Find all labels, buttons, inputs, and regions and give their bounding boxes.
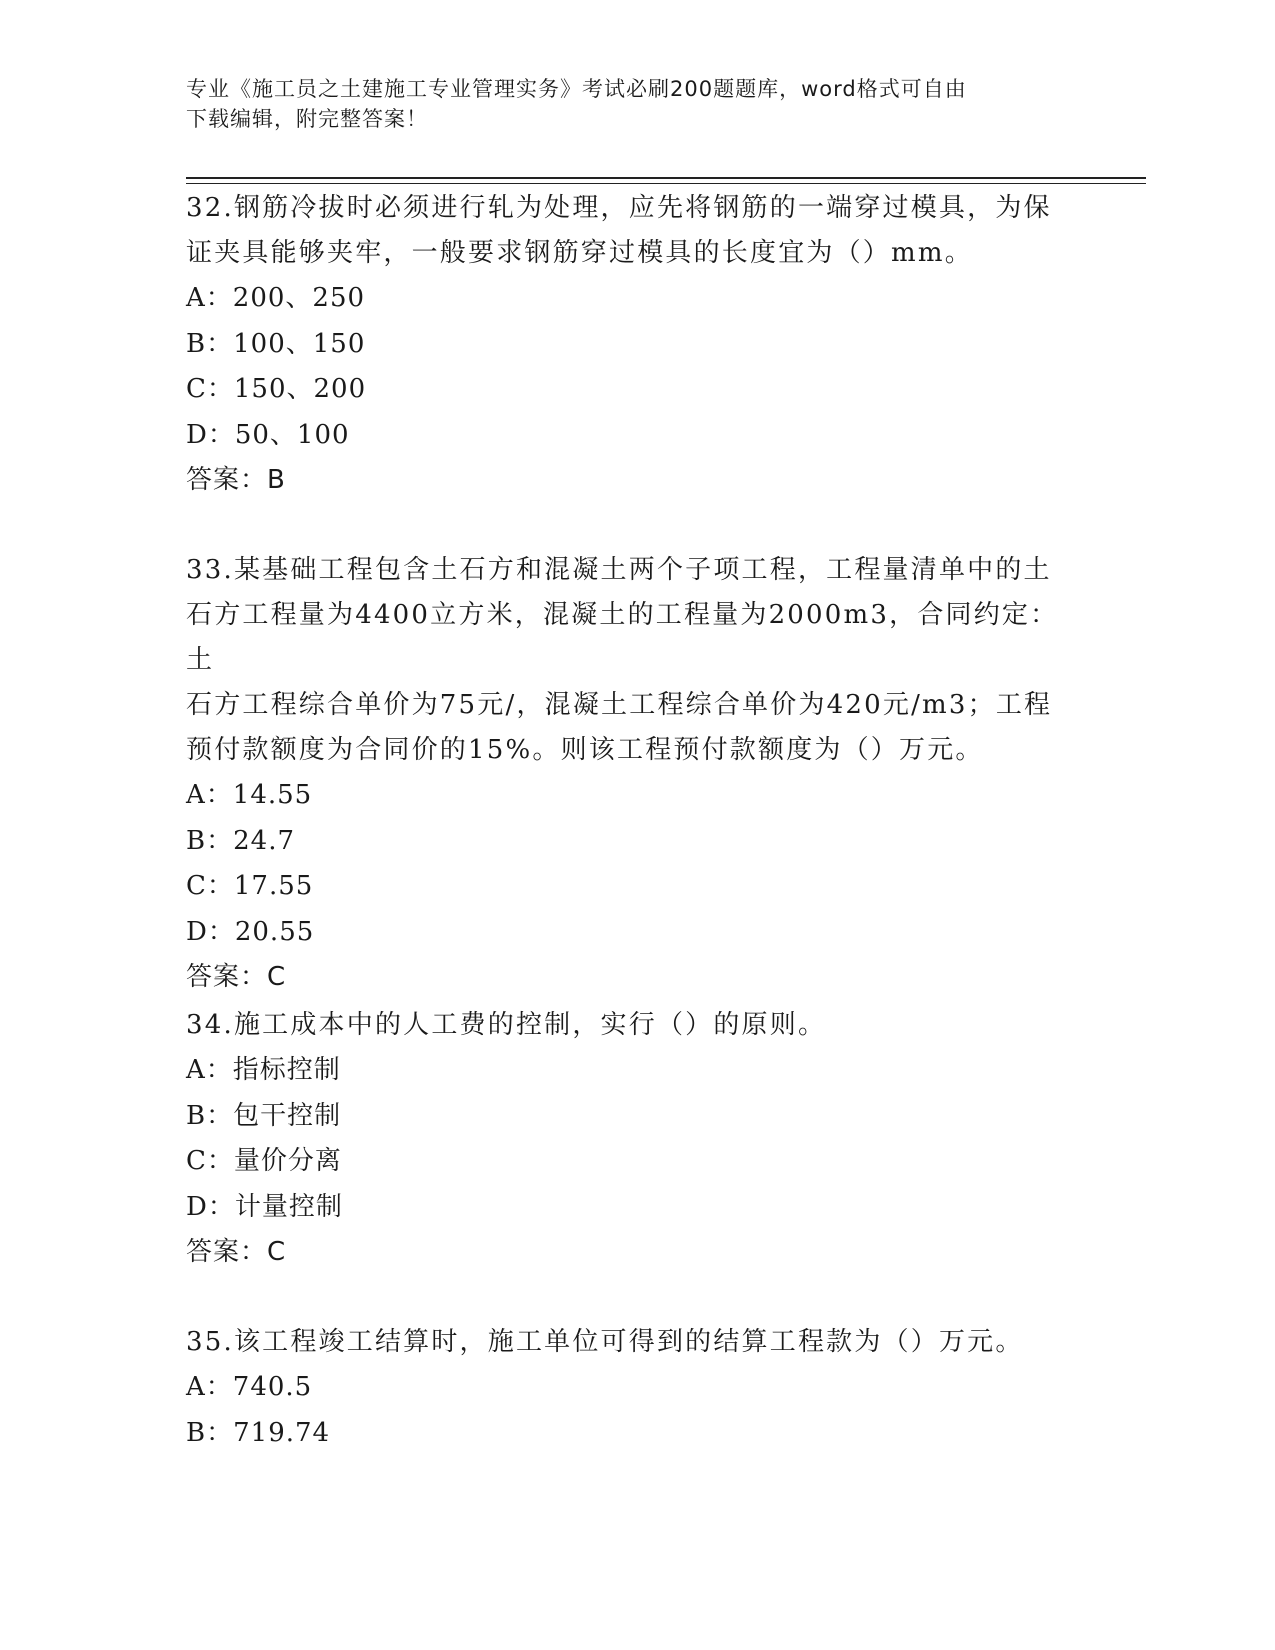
question-35 <box>186 1320 1076 1456</box>
header-line-2: 下载编辑，附完整答案！ <box>186 107 428 131</box>
answer-label: 答案：B <box>186 465 286 495</box>
question-text-line: 35.该工程竣工结算时，施工单位可得到的结算工程款为（）万元。 <box>186 1327 1024 1357</box>
option-b: B：100、150 <box>186 328 366 359</box>
option-a: A：14.55 <box>186 780 313 810</box>
answer-label: 答案：C <box>186 962 287 992</box>
question-text-line: 证夹具能够夹牢，一般要求钢筋穿过模具的长度宜为（）mm。 <box>186 238 973 268</box>
option-c: C：量价分离 <box>186 1146 342 1176</box>
question-34 <box>186 1003 1076 1274</box>
option-d: D：50、100 <box>186 419 350 450</box>
option-c: C：150、200 <box>186 374 367 404</box>
document-header <box>186 74 1066 134</box>
option-c: C：17.55 <box>186 871 314 901</box>
option-a: A：740.5 <box>186 1372 313 1402</box>
header-divider-thin <box>186 183 1146 184</box>
option-d: D：计量控制 <box>186 1191 343 1222</box>
option-a: A：指标控制 <box>186 1055 341 1085</box>
option-b: B：719.74 <box>186 1417 331 1448</box>
option-d: D：20.55 <box>186 916 315 947</box>
header-divider-thick <box>186 177 1146 179</box>
question-text-line: 32.钢筋冷拔时必须进行轧为处理，应先将钢筋的一端穿过模具，为保 <box>186 193 1052 223</box>
question-text-line: 石方工程综合单价为75元/，混凝土工程综合单价为420元/m3；工程 <box>186 690 1053 720</box>
option-b: B：24.7 <box>186 825 295 856</box>
question-32 <box>186 186 1076 502</box>
answer-label: 答案：C <box>186 1237 287 1267</box>
question-text-line: 石方工程量为4400立方米，混凝土的工程量为2000m3，合同约定：土 <box>186 600 1059 675</box>
header-line-1: 专业《施工员之土建施工专业管理实务》考试必刷200题题库，word格式可自由 <box>186 77 967 101</box>
question-text-line: 34.施工成本中的人工费的控制，实行（）的原则。 <box>186 1010 827 1040</box>
question-33 <box>186 548 1076 999</box>
question-text-line: 33.某基础工程包含土石方和混凝土两个子项工程，工程量清单中的土 <box>186 555 1052 585</box>
option-b: B：包干控制 <box>186 1100 342 1131</box>
question-text-line: 预付款额度为合同价的15%。则该工程预付款额度为（）万元。 <box>186 735 984 765</box>
option-a: A：200、250 <box>186 283 366 313</box>
